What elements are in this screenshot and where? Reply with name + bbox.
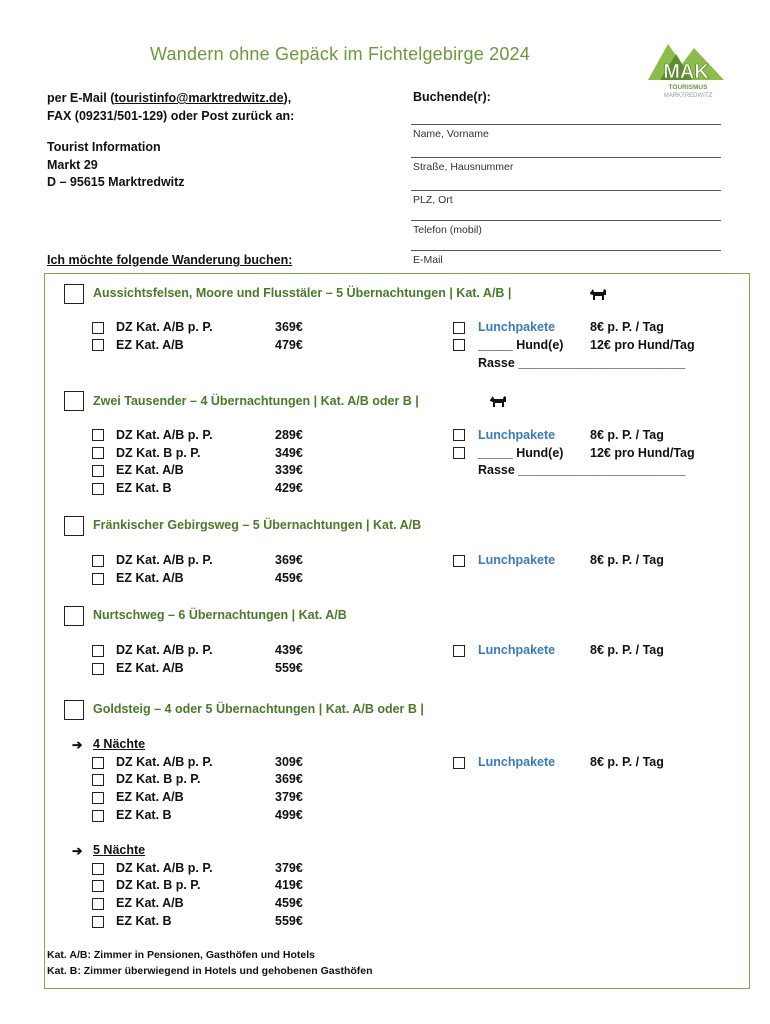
arrow-icon: ➔ (72, 844, 83, 858)
lunch-label: Lunchpakete (478, 643, 556, 657)
option-label: DZ Kat. A/B p. P. (116, 861, 213, 875)
option-price: 559€ (275, 914, 303, 928)
option-price: 369€ (275, 320, 303, 334)
dog-icon (488, 394, 508, 408)
email-link[interactable]: touristinfo@marktredwitz.de (114, 91, 284, 105)
arrow-icon: ➔ (72, 738, 83, 752)
group-heading: 5 Nächte (93, 843, 146, 857)
phone-field[interactable] (411, 220, 721, 236)
option-label: EZ Kat. A/B (116, 661, 184, 675)
email-prefix: per E-Mail ( (47, 91, 115, 105)
fax-line: FAX (09231/501-129) oder Post zurück an: (47, 108, 295, 123)
logo-text: MAK (663, 61, 709, 83)
field-label: Name, Vorname (413, 128, 489, 140)
option-checkbox[interactable] (92, 663, 104, 675)
option-label: DZ Kat. A/B p. P. (116, 755, 213, 769)
dog-label: _____ Hund(e) (478, 338, 564, 352)
name-field[interactable] (411, 124, 721, 140)
option-label: EZ Kat. A/B (116, 790, 184, 804)
option-label: DZ Kat. B p. P. (116, 772, 201, 786)
lunch-price: 8€ p. P. / Tag (590, 320, 664, 334)
option-price: 339€ (275, 463, 303, 477)
email-suffix: ), (283, 91, 292, 105)
option-checkbox[interactable] (92, 465, 104, 477)
footnote: Kat. A/B: Zimmer in Pensionen, Gasthöfen und Hotels (47, 949, 315, 961)
option-checkbox[interactable] (92, 774, 104, 786)
tour-title: Nurtschweg – 6 Übernachtungen | Kat. A/B (93, 608, 347, 622)
option-label: DZ Kat. B p. P. (116, 446, 201, 460)
option-label: EZ Kat. B (116, 914, 172, 928)
city-field[interactable] (411, 190, 721, 206)
footnote: Kat. B: Zimmer überwiegend in Hotels und gehobenen Gasthöfen (47, 965, 373, 977)
street-field[interactable] (411, 157, 721, 173)
lunch-checkbox[interactable] (453, 555, 465, 567)
contact-block (47, 90, 294, 125)
tour-title: Goldsteig – 4 oder 5 Übernachtungen | Kat. A/B oder B | (93, 702, 424, 716)
address-line: Markt 29 (47, 157, 98, 172)
tour-checkbox[interactable] (64, 284, 84, 304)
dog-icon (588, 287, 608, 301)
logo-line2: MARKTREDWITZ (663, 93, 713, 99)
intro-heading: Ich möchte folgende Wanderung buchen: (47, 253, 293, 267)
lunch-price: 8€ p. P. / Tag (590, 428, 664, 442)
option-label: DZ Kat. A/B p. P. (116, 643, 213, 657)
option-label: EZ Kat. B (116, 481, 172, 495)
tour-checkbox[interactable] (64, 700, 84, 720)
option-checkbox[interactable] (92, 810, 104, 822)
lunch-label: Lunchpakete (478, 320, 556, 334)
booker-heading: Buchende(r): (413, 90, 491, 104)
lunch-price: 8€ p. P. / Tag (590, 755, 664, 769)
tour-checkbox[interactable] (64, 391, 84, 411)
lunch-checkbox[interactable] (453, 645, 465, 657)
option-label: EZ Kat. B (116, 808, 172, 822)
option-price: 419€ (275, 878, 303, 892)
option-checkbox[interactable] (92, 645, 104, 657)
option-price: 379€ (275, 861, 303, 875)
lunch-price: 8€ p. P. / Tag (590, 643, 664, 657)
option-checkbox[interactable] (92, 555, 104, 567)
option-label: EZ Kat. A/B (116, 896, 184, 910)
option-label: DZ Kat. B p. P. (116, 878, 201, 892)
tour-checkbox[interactable] (64, 606, 84, 626)
option-price: 289€ (275, 428, 303, 442)
option-checkbox[interactable] (92, 898, 104, 910)
option-checkbox[interactable] (92, 880, 104, 892)
option-checkbox[interactable] (92, 573, 104, 585)
field-label: PLZ, Ort (413, 194, 453, 206)
dog-price: 12€ pro Hund/Tag (590, 338, 695, 352)
option-label: EZ Kat. A/B (116, 463, 184, 477)
option-price: 369€ (275, 772, 303, 786)
dog-checkbox[interactable] (453, 339, 465, 351)
option-price: 379€ (275, 790, 303, 804)
lunch-checkbox[interactable] (453, 429, 465, 441)
option-price: 559€ (275, 661, 303, 675)
option-checkbox[interactable] (92, 483, 104, 495)
mak-logo (646, 40, 726, 100)
option-price: 429€ (275, 481, 303, 495)
address-block (47, 139, 185, 192)
option-price: 369€ (275, 553, 303, 567)
option-checkbox[interactable] (92, 916, 104, 928)
option-label: DZ Kat. A/B p. P. (116, 320, 213, 334)
page-title: Wandern ohne Gepäck im Fichtelgebirge 2024 (150, 44, 530, 64)
lunch-price: 8€ p. P. / Tag (590, 553, 664, 567)
dog-label: _____ Hund(e) (478, 446, 564, 460)
option-checkbox[interactable] (92, 429, 104, 441)
email-field[interactable] (411, 250, 721, 266)
option-checkbox[interactable] (92, 757, 104, 769)
option-price: 349€ (275, 446, 303, 460)
option-checkbox[interactable] (92, 447, 104, 459)
address-line: Tourist Information (47, 140, 161, 154)
tour-checkbox[interactable] (64, 516, 84, 536)
logo-line1: TOURISMUS (668, 84, 708, 91)
field-label: E-Mail (413, 254, 443, 266)
lunch-checkbox[interactable] (453, 757, 465, 769)
tour-title: Zwei Tausender – 4 Übernachtungen | Kat. A/B oder B | (93, 394, 419, 408)
tour-title: Fränkischer Gebirgsweg – 5 Übernachtungen | Kat. A/B (93, 518, 422, 532)
dog-checkbox[interactable] (453, 447, 465, 459)
lunch-checkbox[interactable] (453, 322, 465, 334)
breed-field[interactable]: Rasse ________________________ (478, 463, 686, 477)
address-line: D – 95615 Marktredwitz (47, 175, 185, 189)
field-label: Telefon (mobil) (413, 224, 482, 236)
option-checkbox[interactable] (92, 863, 104, 875)
option-price: 479€ (275, 338, 303, 352)
lunch-label: Lunchpakete (478, 428, 556, 442)
option-price: 499€ (275, 808, 303, 822)
option-label: EZ Kat. A/B (116, 338, 184, 352)
option-price: 459€ (275, 571, 303, 585)
option-price: 459€ (275, 896, 303, 910)
lunch-label: Lunchpakete (478, 553, 556, 567)
option-price: 309€ (275, 755, 303, 769)
breed-field[interactable]: Rasse ________________________ (478, 356, 686, 370)
option-checkbox[interactable] (92, 322, 104, 334)
option-label: DZ Kat. A/B p. P. (116, 553, 213, 567)
option-label: DZ Kat. A/B p. P. (116, 428, 213, 442)
tour-title: Aussichtsfelsen, Moore und Flusstäler – 5 Übernachtungen | Kat. A/B | (93, 286, 512, 300)
dog-price: 12€ pro Hund/Tag (590, 446, 695, 460)
lunch-label: Lunchpakete (478, 755, 556, 769)
option-label: EZ Kat. A/B (116, 571, 184, 585)
option-price: 439€ (275, 643, 303, 657)
option-checkbox[interactable] (92, 792, 104, 804)
group-heading: 4 Nächte (93, 737, 146, 751)
field-label: Straße, Hausnummer (413, 161, 514, 173)
option-checkbox[interactable] (92, 339, 104, 351)
